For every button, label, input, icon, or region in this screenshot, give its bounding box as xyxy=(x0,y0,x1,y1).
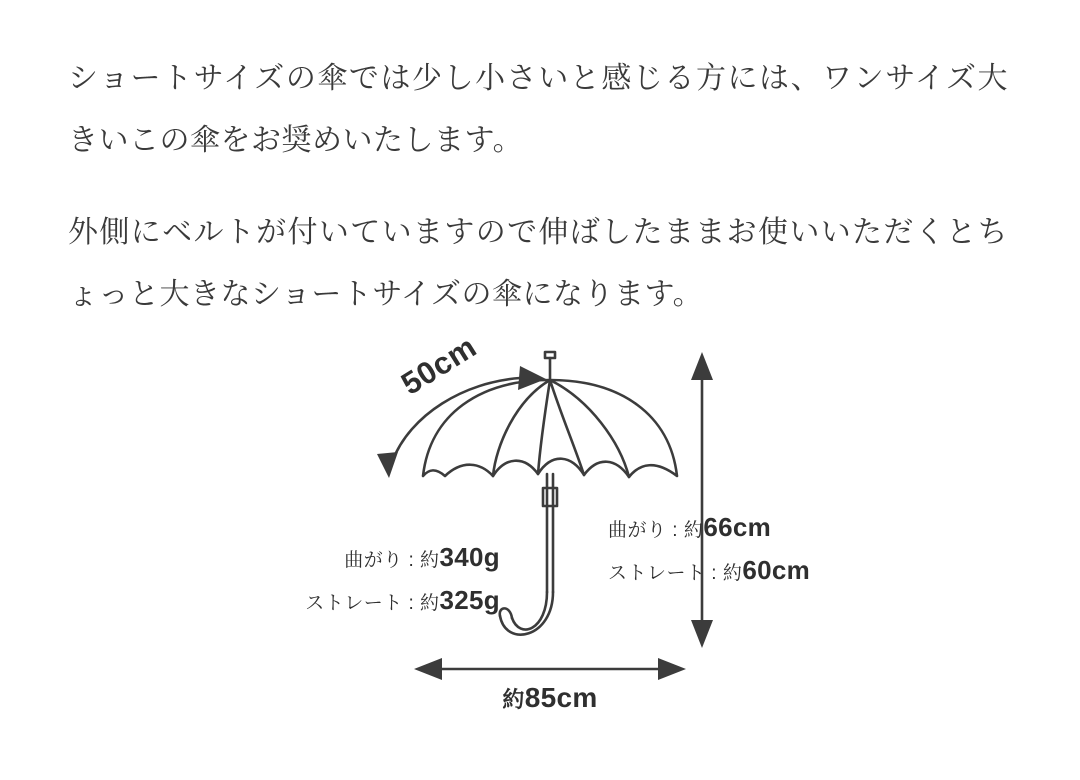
height-straight-row xyxy=(608,551,810,594)
height-labels xyxy=(608,508,810,594)
arrow-head-right-2 xyxy=(658,658,686,680)
arrow-head-left xyxy=(377,452,398,478)
arrow-head-up xyxy=(691,352,713,380)
weight-labels xyxy=(300,538,500,624)
weight-bent-value: 340g xyxy=(439,542,500,572)
weight-straight-prefix: ストレート : 約 xyxy=(305,593,440,614)
handle-tip xyxy=(500,608,512,618)
height-bent-prefix: 曲がり : 約 xyxy=(608,520,704,541)
weight-straight-row xyxy=(300,581,500,624)
width-value: 85cm xyxy=(524,682,598,713)
shaft-collar xyxy=(543,488,557,506)
width-prefix: 約 xyxy=(502,687,525,712)
canopy-tip-cap xyxy=(545,352,555,358)
width-label xyxy=(430,682,670,714)
height-straight-value: 60cm xyxy=(742,555,811,585)
arc-length-label: 50cm xyxy=(395,328,483,402)
canopy-outline xyxy=(423,380,677,477)
canopy-rib-1 xyxy=(538,380,550,474)
arrow-head-left-2 xyxy=(414,658,442,680)
height-straight-prefix: ストレート : 約 xyxy=(608,563,743,584)
description-block xyxy=(68,18,1008,356)
height-bent-row xyxy=(608,508,810,551)
description-line-2: 外側にベルトが付いていますので伸ばしたままお使いいただくとちょっと大きなショートサイズの傘になります。 xyxy=(68,216,1008,311)
arrow-head-down xyxy=(691,620,713,648)
canopy-rib-4 xyxy=(550,380,629,477)
height-bent-value: 66cm xyxy=(703,512,772,542)
weight-bent-row xyxy=(300,538,500,581)
description-line-1: ショートサイズの傘では少し小さいと感じる方には、ワンサイズ大きいこの傘をお奨めいたします。 xyxy=(68,62,1008,157)
weight-straight-value: 325g xyxy=(439,585,500,615)
umbrella-dimension-diagram xyxy=(0,330,1080,780)
weight-bent-prefix: 曲がり : 約 xyxy=(344,550,440,571)
